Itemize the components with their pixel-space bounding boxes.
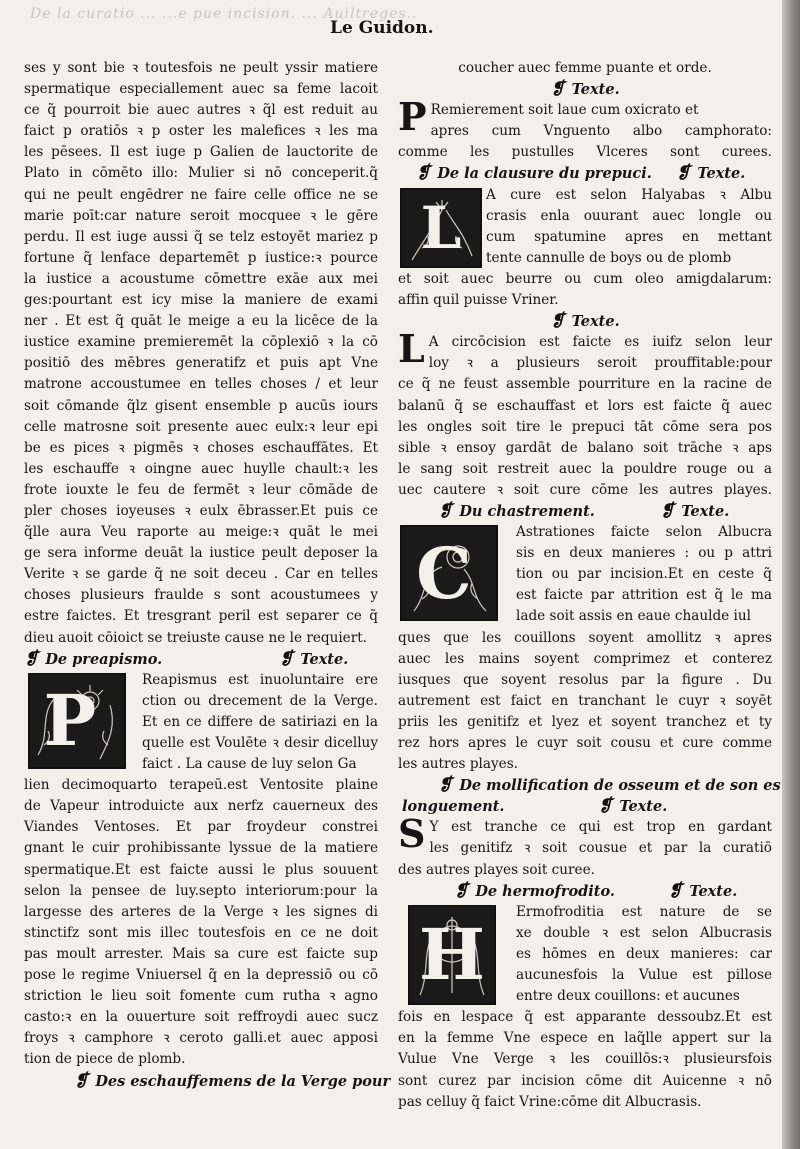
pilcrow-icon: ❡ [438, 775, 453, 796]
text-line: autrement est faict en tranchant le cuyr ꝛ soyēt [398, 692, 772, 709]
rubric-texte: Texte. [689, 882, 738, 900]
text-line: estre faictes. Et tresgrant peril est separer ce q̃ [24, 608, 378, 625]
text-line: pose le regime Vniuersel q̃ en la depressiō ou cō [24, 967, 378, 984]
text-line: ge sera informe deuāt la iustice peult deposer la [24, 545, 378, 562]
initial-letter: L [398, 326, 425, 372]
rubric-title: De la clausure du prepuci. [437, 165, 652, 183]
rubric-hermofrodito [398, 881, 772, 902]
decorated-initial-c [400, 525, 498, 621]
text-line: lade soit assis en eaue chaulde iul [516, 608, 751, 625]
text-line: cum spatumine apres en mettant [486, 228, 772, 245]
text-line: Verite ꝛ se garde q̃ ne soit deceu . Car en telles [24, 566, 378, 583]
text-line: tente cannulle de boys ou de plomb [486, 249, 732, 266]
text-line: selon la pensee de luy.septo interiorum:pour la [24, 882, 378, 899]
rubric-texte: Texte. [571, 81, 620, 99]
text-line: ques que les couillons soyent amollitz ꝛ apres [398, 629, 772, 646]
text-line: le sang soit restreit auec la pouldre rouge ou a [398, 460, 772, 477]
rubric-title: De preapismo. [45, 650, 163, 668]
paragraph-sy [398, 811, 772, 880]
paragraph-hermofroditia [398, 902, 772, 1113]
text-line: es hōmes en deux manieres: car [516, 945, 772, 962]
pilcrow-icon: ❡ [279, 648, 294, 669]
rubric-clausure [398, 163, 772, 184]
text-line: pas moult arrester. Mais sa cure est faicte sup [24, 945, 378, 962]
text-line: pas celluy q̃ faict Vrine:cōme dit Albucrasis. [398, 1093, 702, 1110]
pilcrow-icon: ❡ [74, 1070, 89, 1091]
text-line-content: Remierement soit laue cum oxicrato et [430, 102, 699, 119]
text-line: les eschauffe ꝛ oingne auec huylle chault:ꝛ les [24, 460, 378, 477]
text-line: Ermofroditia est nature de se [516, 903, 772, 920]
full-lines [24, 775, 378, 1070]
text-line: ction ou drecement de la Verge. [142, 692, 378, 709]
pilcrow-icon: ❡ [668, 880, 683, 901]
rubric-texte: Texte. [697, 165, 746, 183]
text-line: matrone accoustumee en telles choses / et leur [24, 376, 378, 393]
paragraph-circoncision [398, 326, 772, 501]
text-line: aucunesfois la Vulue est pillose [516, 967, 772, 984]
text-line: quelle est Voulēte ꝛ desir dicelluy [142, 735, 378, 751]
rubric-texte-1 [398, 79, 772, 100]
text-line: largesse des arteres de la Verge ꝛ les signes di [24, 903, 378, 920]
text-line: lien decimoquarto terapeū.est Ventosite plaine [24, 777, 378, 794]
text-line: fois en lespace q̃ est apparante dessoubz.Et est [398, 1009, 772, 1026]
pilcrow-icon: ❡ [550, 311, 565, 332]
text-line: de Vapeur introduicte aux nerfz cauerneux des [24, 798, 378, 815]
text-line: casto:ꝛ en la ouuerture soit reffroydi auec sucz [24, 1009, 378, 1026]
text-line: la iustice a acoustume cōmettre exāe aux mei [24, 270, 378, 287]
text-line: coucher auec femme puante et orde. [458, 60, 712, 76]
text-line: striction le lieu soit fomente cum rutha ꝛ agno [24, 988, 378, 1005]
rubric-title: longuement. [402, 798, 505, 816]
text-line: frote iouxte le feu de fermēt ꝛ leur cōmāde de [24, 481, 378, 498]
text-line: les autres playes. [398, 756, 519, 773]
text-line: froys ꝛ camphore ꝛ ceroto galli.et auec apposi [24, 1030, 378, 1047]
paragraph-castrationes [398, 522, 772, 775]
full-lines [398, 1007, 772, 1112]
text-line-content: Y est tranche ce qui est trop en gardant [429, 819, 772, 836]
full-lines [398, 628, 772, 776]
page-edge-shadow [782, 0, 800, 1149]
rubric-title: De mollification de osseum et de son es [459, 777, 781, 795]
text-line: be es pices ꝛ pigmēs ꝛ choses eschauffātes. Et [24, 439, 378, 456]
text-line: tion de piece de plomb. [24, 1051, 186, 1068]
text-line: faict p oratiōs ꝛ p oster les malefices ꝛ les ma [24, 123, 378, 140]
rubric-title: Des eschauffemens de la Verge pour [95, 1072, 391, 1090]
paragraph-premierement [398, 94, 772, 163]
initial-letter: P [43, 679, 97, 763]
text-line: stinctifz sont mis illec toutesfois en ce ne doit [24, 924, 378, 941]
pilcrow-icon: ❡ [24, 648, 39, 669]
initial-letter: C [416, 531, 472, 615]
text-line: sible ꝛ ensoy gardāt de balano soit trāche ꝛ aps [398, 439, 772, 456]
text-line: ges:pourtant est icy mise la maniere de exami [24, 292, 378, 309]
text-line: Reapismus est inuoluntaire ere [142, 671, 378, 688]
text-line: Viandes Ventoses. Et par froydeur constrei [24, 819, 378, 836]
text-line: spermatique especiallement auec sa feme lacoit [24, 81, 378, 98]
rubric-title: Du chastrement. [459, 502, 595, 520]
pilcrow-icon: ❡ [438, 500, 453, 521]
text-line: gnant le cuir prohibissante lyssue de la matiere [24, 840, 378, 857]
pilcrow-icon: ❡ [454, 880, 469, 901]
text-line: apres cum Vnguento albo camphorato: [430, 123, 772, 140]
decorated-initial-h [408, 905, 496, 1005]
text-line: et soit auec beurre ou cum oleo amigdalarum: [398, 270, 772, 287]
text-line: priis les genitifz et lyez et soyent tranchez et ty [398, 713, 772, 730]
rubric-texte: Texte. [571, 313, 620, 331]
text-line: ce q̃ ne feust assemble pourriture en la racine de [398, 376, 772, 393]
paragraph-cure [398, 185, 772, 312]
text-line: ce q̃ pourroit bie auec autres ꝛ q̃l est reduit au [24, 102, 378, 119]
text-line-content: A circōcision est faicte es iuifz selon leur [428, 334, 772, 351]
text-line: Plato in cōmēto illo: Mulier si nō conceperit.q̃ [24, 165, 378, 182]
text-line: tion ou par incision.Et en ceste q̃ [516, 566, 772, 583]
text-line: balanū q̃ se eschauffast et lors est faicte q̃ auec [398, 397, 772, 414]
text-line: les genitifz ꝛ soit cousue et par la curatiō [429, 840, 772, 857]
text-line: Astrationes faicte selon Albucra [516, 524, 772, 541]
rubric-texte-2 [398, 311, 772, 332]
text-line: les pēsees. Il est iuge p Galien de lauctorite de [24, 144, 378, 161]
running-head: Le Guidon. [330, 18, 434, 38]
text-line: A cure est selon Halyabas ꝛ Albu [486, 186, 772, 203]
rubric-mollification [398, 775, 781, 796]
text-line: Et en ce differe de satiriazi en la [142, 713, 378, 730]
text-line: positiō des mēbres generatifz et puis apt Vne [24, 355, 378, 372]
text-line: sis en deux manieres : ou p attri [516, 545, 772, 562]
paragraph-impotence [24, 58, 378, 649]
rubric-title: De hermofrodito. [475, 882, 615, 900]
text-line: xe double ꝛ est selon Albucrasis [516, 924, 772, 941]
text-line: auec les mains soyent comprimez et conterez [398, 650, 772, 667]
text-line: sont curez par incision cōme dit Auicenne ꝛ nō [398, 1072, 772, 1089]
continued-line [398, 58, 772, 79]
text-line: choses plusieurs fraulde s sont acoustumees y [24, 587, 378, 604]
decorated-initial-l [400, 188, 482, 268]
text-line: crasis enla ouurant auec longle ou [486, 207, 772, 224]
bleed-through-text: De la curatio ... ...e pue incision. ... Auiltreges.. [30, 6, 418, 22]
text-line: les ongles soit tire le prepuci tāt cōme sera pos [398, 418, 772, 435]
text-line: ses y sont bie ꝛ toutesfois ne peult yssir matiere [24, 60, 378, 76]
rubric-eschauffemens [24, 1070, 391, 1092]
text-line: fortune q̃ lenface departemēt p iustice:ꝛ pource [24, 249, 378, 266]
text-line: marie poīt:car nature seroit mocquee ꝛ le gēre [24, 207, 378, 224]
pilcrow-icon: ❡ [416, 163, 431, 184]
text-line: uec cautere ꝛ soit cure cōme les autres playes. [398, 481, 772, 498]
pilcrow-icon: ❡ [660, 500, 675, 521]
initial-letter: H [418, 913, 486, 997]
pilcrow-icon: ❡ [676, 163, 691, 184]
text-line: en la femme Vne espece en laq̃lle appert sur la [398, 1030, 772, 1047]
text-line: qui ne peult engēdrer ne faire celle office ne se [24, 186, 378, 203]
text-line: loy ꝛ a plusieurs seroit prouffitable:pour [428, 355, 772, 372]
text-line: rez hors apres le cuyr soit cousu et cure comme [398, 735, 772, 751]
pilcrow-icon: ❡ [550, 79, 565, 100]
right-column [398, 58, 781, 1121]
text-line: est faicte par attrition est q̃ le ma [516, 587, 772, 604]
initial-letter: P [398, 94, 427, 140]
rubric-preapismo [24, 649, 378, 670]
text-line: spermatique.Et est faicte aussi le plus souuent [24, 861, 378, 878]
text-line: faict . La cause de luy selon Ga [142, 756, 357, 773]
text-line: Vulue Vne Verge ꝛ les couillōs:ꝛ plusieursfois [398, 1051, 772, 1068]
rubric-texte: Texte. [619, 798, 668, 816]
text-line: ner . Et est q̃ quāt le meige a eu la licēce de la [24, 313, 378, 330]
text-line: pler choses ioyeuses ꝛ eulx ēbrasser.Et puis ce [24, 502, 378, 519]
decorated-initial-p [28, 673, 126, 769]
rubric-texte: Texte. [681, 502, 730, 520]
rubric-longuement [398, 796, 772, 817]
initial-letter: L [420, 193, 462, 262]
text-line: soit cōmande q̃lz gisent ensemble p aucūs iours [24, 397, 378, 414]
initial-letter: S [398, 811, 426, 857]
text-line: perdu. Il est iuge aussi q̃ se telz estoyēt mariez p [24, 228, 378, 245]
text-line: dieu auoit cōioict se treiuste cause ne le requiert. [24, 629, 367, 646]
paragraph-preapismus [24, 670, 378, 1071]
text-line: comme les pustulles Vlceres sont curees. [398, 144, 772, 161]
text-line: des autres playes soit curee. [398, 861, 595, 878]
rubric-texte: Texte. [300, 650, 349, 668]
text-line: q̃lle aura Veu raporte au meige:ꝛ quāt le mei [24, 524, 378, 541]
text-line: iustice examine premieremēt la cōplexiō ꝛ la cō [24, 334, 378, 351]
left-column [24, 58, 391, 1121]
text-line: celle matrosne soit presente auec eulx:ꝛ leur epi [24, 418, 378, 435]
pilcrow-icon: ❡ [598, 796, 613, 817]
full-lines [398, 269, 772, 311]
text-line: affin quil puisse Vriner. [398, 292, 559, 309]
rubric-chastrement [398, 501, 772, 522]
text-line: entre deux couillons: et aucunes [516, 988, 740, 1005]
text-line: iusques que soyent resolus par la figure . Du [398, 671, 772, 688]
